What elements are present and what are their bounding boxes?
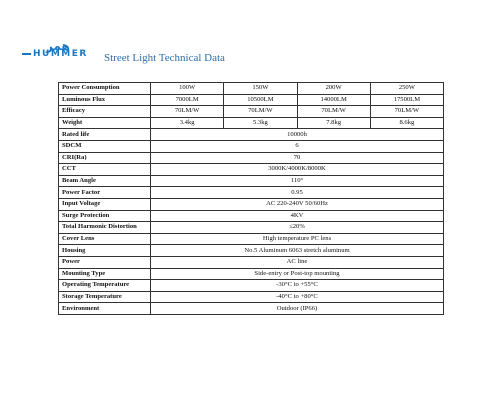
logo-latin-text bbox=[22, 49, 88, 59]
row-value: 200W bbox=[297, 83, 370, 95]
row-value: AC 220-240V 50/60Hz bbox=[151, 198, 444, 210]
row-value: High temperature PC lens bbox=[151, 233, 444, 245]
table-row bbox=[59, 164, 444, 176]
row-value: 4KV bbox=[151, 210, 444, 222]
spec-table-body bbox=[59, 83, 444, 315]
logo-latin-label: HUMMER bbox=[33, 49, 88, 59]
table-row bbox=[59, 94, 444, 106]
row-label: Storage Temperature bbox=[59, 291, 151, 303]
table-row bbox=[59, 256, 444, 268]
spec-table bbox=[58, 82, 444, 315]
row-value: 70LM/W bbox=[297, 106, 370, 118]
row-value: No.5 Aluminum 6063 stretch aluminum bbox=[151, 245, 444, 257]
row-value: 70LM/W bbox=[224, 106, 297, 118]
row-value: Side-entry or Post-top mounting bbox=[151, 268, 444, 280]
row-label: Rated life bbox=[59, 129, 151, 141]
row-value: 7000LM bbox=[151, 94, 224, 106]
row-value: 14000LM bbox=[297, 94, 370, 106]
row-label: Efficacy bbox=[59, 106, 151, 118]
table-row bbox=[59, 280, 444, 292]
table-row bbox=[59, 140, 444, 152]
table-row bbox=[59, 198, 444, 210]
row-value: 8.6kg bbox=[370, 117, 443, 129]
row-value: 250W bbox=[370, 83, 443, 95]
row-label: Luminous Flux bbox=[59, 94, 151, 106]
row-label: Power Factor bbox=[59, 187, 151, 199]
row-value: 150W bbox=[224, 83, 297, 95]
row-value: 7.8kg bbox=[297, 117, 370, 129]
row-value: 3000K/4000K/8000K bbox=[151, 164, 444, 176]
table-row bbox=[59, 187, 444, 199]
row-label: SDCM bbox=[59, 140, 151, 152]
row-value: AC line bbox=[151, 256, 444, 268]
row-label: Power bbox=[59, 256, 151, 268]
table-row bbox=[59, 152, 444, 164]
row-value: -40°C to +80°C bbox=[151, 291, 444, 303]
table-row bbox=[59, 245, 444, 257]
row-label: CRI(Ra) bbox=[59, 152, 151, 164]
table-row bbox=[59, 268, 444, 280]
row-label: Surge Protection bbox=[59, 210, 151, 222]
row-label: Operating Temperature bbox=[59, 280, 151, 292]
table-row bbox=[59, 129, 444, 141]
page-title: Street Light Technical Data bbox=[104, 52, 225, 64]
logo-bar-icon bbox=[22, 53, 31, 55]
row-value: 110° bbox=[151, 175, 444, 187]
row-label: Power Consumption bbox=[59, 83, 151, 95]
table-row bbox=[59, 233, 444, 245]
row-label: Housing bbox=[59, 245, 151, 257]
row-label: Cover Lens bbox=[59, 233, 151, 245]
table-row bbox=[59, 291, 444, 303]
table-row bbox=[59, 117, 444, 129]
row-label: CCT bbox=[59, 164, 151, 176]
row-label: Weight bbox=[59, 117, 151, 129]
row-label: Beam Angle bbox=[59, 175, 151, 187]
table-row bbox=[59, 303, 444, 315]
row-value: 70 bbox=[151, 152, 444, 164]
row-value: Outdoor (IP66) bbox=[151, 303, 444, 315]
brand-logo bbox=[22, 39, 96, 64]
row-value: 10000h bbox=[151, 129, 444, 141]
row-label: Input Voltage bbox=[59, 198, 151, 210]
table-row bbox=[59, 106, 444, 118]
row-value: 5.3kg bbox=[224, 117, 297, 129]
row-value: 3.4kg bbox=[151, 117, 224, 129]
table-row bbox=[59, 175, 444, 187]
row-label: Mounting Type bbox=[59, 268, 151, 280]
row-value: 100W bbox=[151, 83, 224, 95]
row-value: 6 bbox=[151, 140, 444, 152]
row-value: 0.95 bbox=[151, 187, 444, 199]
row-value: ≤20% bbox=[151, 222, 444, 234]
table-row bbox=[59, 222, 444, 234]
row-value: 70LM/W bbox=[370, 106, 443, 118]
table-row bbox=[59, 210, 444, 222]
row-label: Environment bbox=[59, 303, 151, 315]
row-value: -30°C to +55°C bbox=[151, 280, 444, 292]
row-value: 17500LM bbox=[370, 94, 443, 106]
row-label: Total Harmonic Distortion bbox=[59, 222, 151, 234]
table-row bbox=[59, 83, 444, 95]
logo-arabic-text: همر bbox=[46, 39, 70, 53]
row-value: 70LM/W bbox=[151, 106, 224, 118]
row-value: 10500LM bbox=[224, 94, 297, 106]
